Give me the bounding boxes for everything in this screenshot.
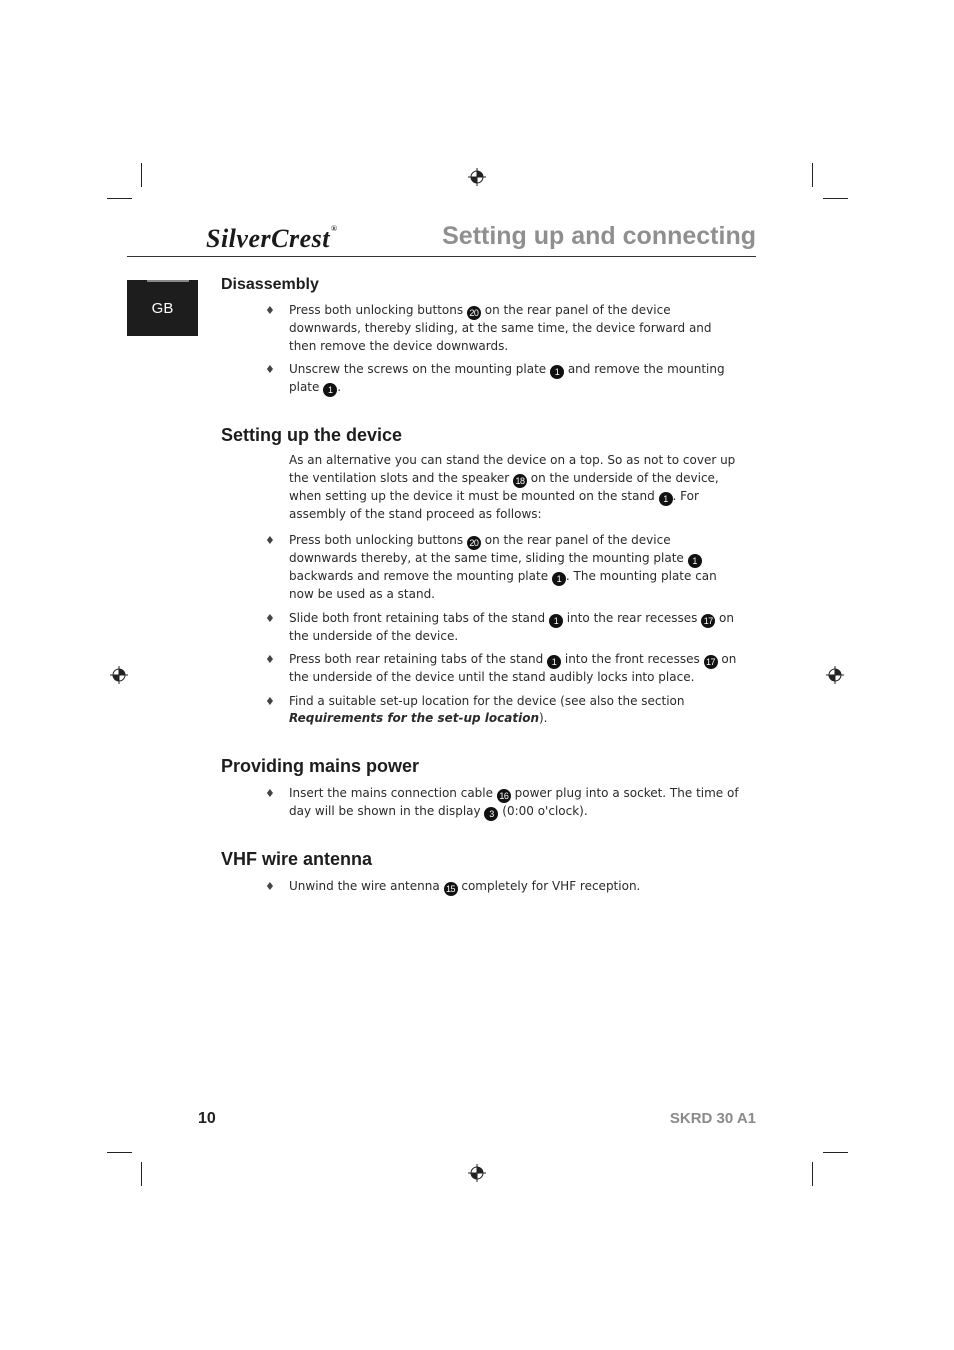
- list-item: ♦ Press both unlocking buttons 20 on the rear panel of the device downwards, thereby sliding, at the same time, the device forward and then remove the device downwards.: [265, 303, 712, 353]
- bullet-diamond-icon: ♦: [265, 694, 275, 708]
- crop-mark: [812, 163, 813, 187]
- section-heading-disassembly: Disassembly: [221, 276, 319, 293]
- callout-number: 1: [552, 572, 566, 586]
- callout-number: 20: [467, 536, 481, 550]
- crop-mark: [141, 1162, 142, 1186]
- crop-mark: [107, 1152, 132, 1153]
- bullet-diamond-icon: ♦: [265, 879, 275, 893]
- section-heading-vhf-antenna: VHF wire antenna: [221, 848, 373, 869]
- crop-mark: [107, 198, 132, 199]
- callout-number: 1: [550, 365, 564, 379]
- bullet-diamond-icon: ♦: [265, 786, 275, 800]
- section-reference: Requirements for the set-up location: [289, 711, 539, 725]
- list-item: ♦ Press both unlocking buttons 20 on the rear panel of the device downwards thereby, at the same time, sliding the mounting plate 1 backwards and remove the mounting plate 1 . The mounting plate can now be used as a stand.: [265, 533, 717, 601]
- list-item: ♦ Unwind the wire antenna 15 completely for VHF reception.: [265, 878, 641, 894]
- disassembly-list: [221, 302, 741, 397]
- callout-number: 18: [513, 474, 527, 488]
- callout-number: 1: [549, 614, 563, 628]
- bullet-diamond-icon: ♦: [265, 534, 275, 547]
- main-content: [221, 274, 741, 902]
- registration-mark-icon: [468, 168, 486, 186]
- page-title: Setting up and connecting: [442, 222, 756, 250]
- registration-mark-icon: [468, 1164, 486, 1182]
- crop-mark: [812, 1162, 813, 1186]
- callout-number: 1: [688, 554, 702, 568]
- registration-mark-icon: [826, 666, 844, 684]
- crop-mark: [823, 1152, 848, 1153]
- page-number: 10: [198, 1110, 216, 1127]
- setting-up-intro: As an alternative you can stand the device on a top. So as not to cover up the ventilation slots and the speaker 18 on the underside of the device, when setting up the device it must be mounted on the stand 1 . For assembly of the stand proceed as follows:: [289, 453, 736, 521]
- bullet-diamond-icon: ♦: [265, 304, 275, 317]
- callout-number: 20: [467, 306, 481, 320]
- list-item: ♦ Press both rear retaining tabs of the stand 1 into the front recesses 17 on the underside of the device until the stand audibly locks into place.: [265, 652, 737, 684]
- callout-number: 17: [701, 614, 715, 628]
- language-tab: GB: [127, 280, 198, 336]
- list-item: ♦ Insert the mains connection cable 16 power plug into a socket. The time of day will be shown in the display 3 (0:00 o'clock).: [265, 785, 739, 819]
- crop-mark: [823, 198, 848, 199]
- callout-number: 1: [547, 655, 561, 669]
- callout-number: 16: [497, 789, 511, 803]
- registered-mark: ®: [330, 224, 338, 233]
- setting-up-list: [221, 532, 741, 728]
- callout-number: 17: [704, 655, 718, 669]
- registration-mark-icon: [110, 666, 128, 684]
- list-item: ♦ Find a suitable set-up location for the device (see also the section Requirements for the set-up location).: [265, 693, 685, 725]
- callout-number: 1: [659, 492, 673, 506]
- model-number: SKRD 30 A1: [669, 1110, 756, 1127]
- mains-list: [221, 785, 741, 821]
- callout-number: 3: [484, 807, 498, 821]
- header-divider: [127, 256, 756, 257]
- callout-number: 1: [323, 383, 337, 397]
- brand-logo-text: SilverCrest: [206, 224, 330, 253]
- bullet-diamond-icon: ♦: [265, 611, 275, 625]
- list-item: ♦ Unscrew the screws on the mounting plate 1 and remove the mounting plate 1 .: [265, 362, 725, 395]
- brand-logo: [206, 224, 337, 254]
- list-item: ♦ Slide both front retaining tabs of the stand 1 into the rear recesses 17 on the underside of the device.: [265, 610, 734, 643]
- bullet-diamond-icon: ♦: [265, 363, 275, 376]
- bullet-diamond-icon: ♦: [265, 653, 275, 666]
- callout-number: 15: [444, 882, 458, 896]
- crop-mark: [141, 163, 142, 187]
- section-heading-mains-power: Providing mains power: [221, 755, 420, 776]
- section-heading-setting-up: Setting up the device: [221, 425, 403, 445]
- vhf-list: [221, 878, 741, 896]
